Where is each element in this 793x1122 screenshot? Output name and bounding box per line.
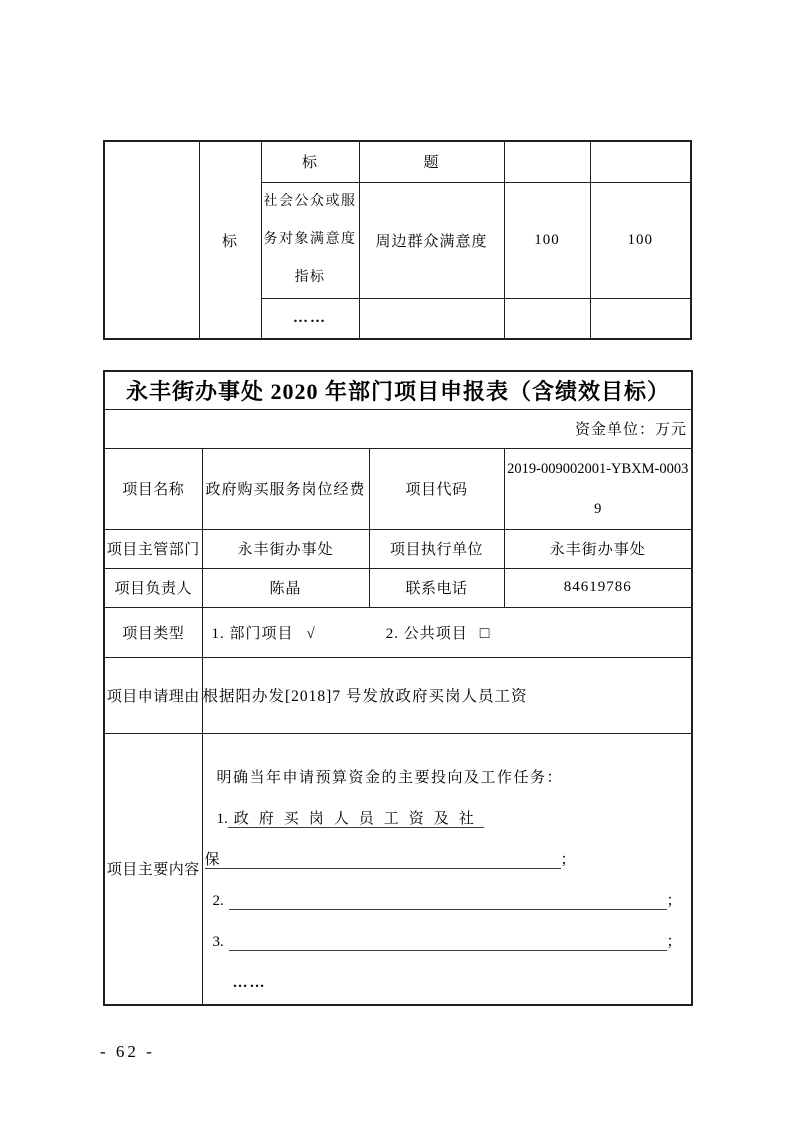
- blank-underline: [229, 904, 667, 905]
- main-content-label: 项目主要内容: [104, 733, 202, 1005]
- empty-cell: [504, 298, 590, 339]
- project-leader-label: 项目负责人: [104, 568, 202, 607]
- satisfaction-title-cell: 周边群众满意度: [359, 182, 504, 298]
- item2-number: 2.: [212, 892, 224, 909]
- blank-underline: [229, 945, 667, 946]
- page-number: - 62 -: [100, 1042, 155, 1061]
- project-type-label: 项目类型: [104, 607, 202, 657]
- semicolon: ；: [666, 892, 683, 909]
- table-title: 永丰街办事处 2020 年部门项目申报表（含绩效目标）: [104, 371, 692, 409]
- indicator-column-fragment: 标: [199, 141, 261, 339]
- contact-phone-label: 联系电话: [369, 568, 504, 607]
- executing-unit-label: 项目执行单位: [369, 529, 504, 568]
- supervisor-dept-label: 项目主管部门: [104, 529, 202, 568]
- performance-indicator-continuation-table: [103, 140, 692, 340]
- item1-number: 1.: [216, 810, 228, 827]
- content-item1-line: [203, 799, 692, 840]
- empty-merged-cell: [104, 141, 199, 339]
- semicolon: ；: [560, 851, 577, 868]
- project-leader-value: 陈晶: [202, 568, 369, 607]
- empty-cell: [359, 298, 504, 339]
- fund-unit-note: 资金单位：万元: [104, 409, 692, 448]
- project-name-label: 项目名称: [104, 448, 202, 529]
- blank-underline: [221, 863, 561, 864]
- supervisor-dept-value: 永丰街办事处: [202, 529, 369, 568]
- satisfaction-target-cell: 100: [504, 182, 590, 298]
- application-reason-label: 项目申请理由: [104, 657, 202, 733]
- satisfaction-actual-cell: 100: [590, 182, 691, 298]
- content-item2-line: [203, 881, 692, 922]
- department-project-option: 1. 部门项目: [211, 625, 294, 642]
- content-ellipsis-line: ……: [232, 974, 267, 991]
- executing-unit-value: 永丰街办事处: [504, 529, 692, 568]
- item1-underlined-text: 政府买岗人员工资及社: [228, 811, 484, 828]
- project-declaration-table: [103, 370, 693, 1006]
- empty-checkbox-icon: □: [479, 624, 491, 642]
- ellipsis-row-cell: ……: [261, 298, 359, 339]
- contact-phone-value: 84619786: [504, 568, 692, 607]
- application-reason-value: 根据阳办发[2018]7 号发放政府买岗人员工资: [202, 657, 692, 733]
- project-name-value: 政府购买服务岗位经费: [202, 448, 369, 529]
- content-item1-wrap-line: [203, 840, 692, 881]
- public-project-option: 2. 公共项目: [385, 625, 468, 642]
- item3-number: 3.: [212, 933, 224, 950]
- checkmark-icon: √: [306, 625, 316, 642]
- semicolon: ；: [666, 933, 683, 950]
- project-code-value: 2019-009002001-YBXM-00039: [504, 448, 692, 529]
- content-intro-line: 明确当年申请预算资金的主要投向及工作任务：: [216, 769, 564, 786]
- content-item3-line: [203, 922, 692, 963]
- satisfaction-indicator-cell: 社会公众或服务对象满意度指标: [261, 182, 359, 298]
- empty-cell: [590, 298, 691, 339]
- project-code-label: 项目代码: [369, 448, 504, 529]
- header-empty-cell: [590, 141, 691, 182]
- item1-wrap-char: 保: [204, 851, 221, 868]
- project-type-options: [202, 607, 692, 657]
- header-fragment-ti: 题: [359, 141, 504, 182]
- header-fragment-biao: 标: [261, 141, 359, 182]
- header-empty-cell: [504, 141, 590, 182]
- main-content-body: [202, 733, 692, 1005]
